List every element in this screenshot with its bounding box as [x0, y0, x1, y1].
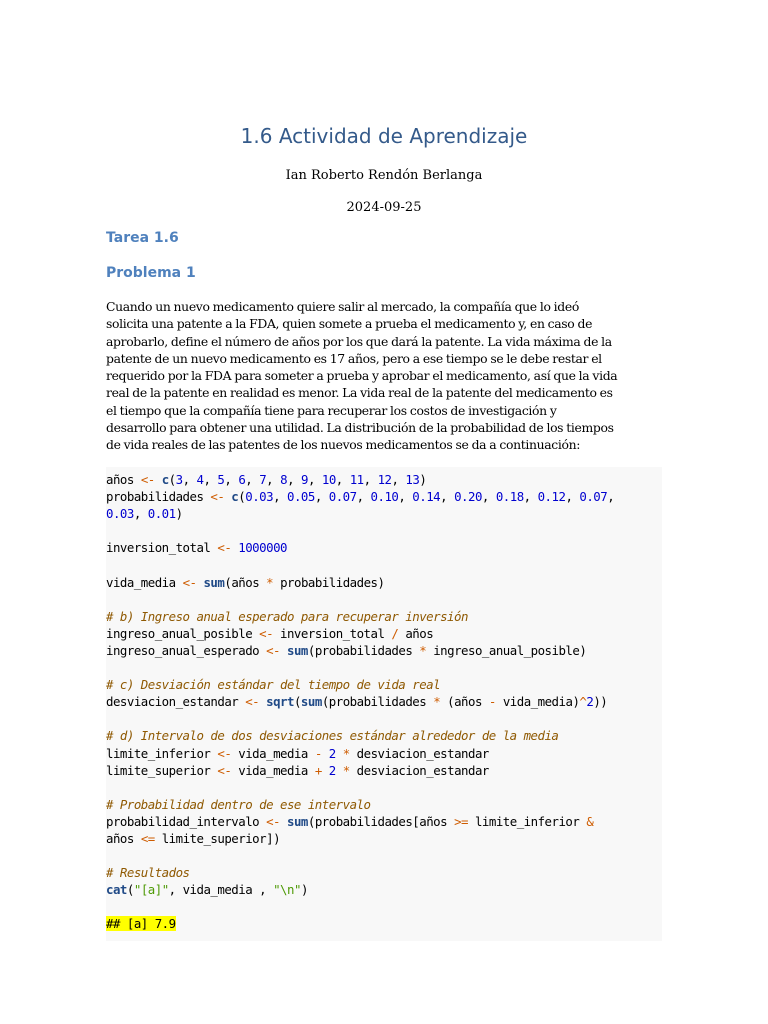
paragraph-line: real de la patente en realidad es menor. La vida real de la patente del medicamento es: [106, 385, 613, 401]
date: 2024-09-25: [346, 200, 422, 215]
code-output: ## [a] 7.9: [106, 916, 176, 932]
paragraph-line: el tiempo que la compañía tiene para recuperar los costos de investigación y: [106, 402, 557, 418]
problem-paragraph: [106, 298, 662, 454]
section-heading: Tarea 1.6: [106, 230, 179, 246]
paragraph-line: patente de un nuevo medicamento es 17 años, pero a ese tiempo se le debe restar el: [106, 350, 602, 366]
paragraph-line: solicita una patente a la FDA, quien somete a prueba el medicamento y, en caso de: [106, 316, 593, 332]
paragraph-line: Cuando un nuevo medicamento quiere salir al mercado, la compañía que lo ideó: [106, 299, 579, 314]
subsection-heading: Problema 1: [106, 265, 196, 281]
paragraph-line: aprobarlo, define el número de años por los que dará la patente. La vida máxima de la: [106, 333, 612, 349]
document-title: 1.6 Actividad de Aprendizaje: [240, 124, 528, 148]
code-text: años <- c(3, 4, 5, 6, 7, 8, 9, 10, 11, 12, 13) probabilidades <- c(0.03, 0.05, 0.07, 0.10, 0.14, 0.20, 0.18, 0.12, 0.07, 0.03, 0.01) inversion_total <- 1000000 vida_media <- sum(años * probabilidades) # b) Ingreso anual esperado para recuperar inversión ingreso_anual_posible <- inversion_total / años ingreso_anual_esperado <- sum(probabilidades * ingreso_anual_posible) # c) Desviación estándar del tiempo de vida real desviacion_estandar <- sqrt(sum(probabilidades * (años - vida_media)^2)) # d) Intervalo de dos desviaciones estándar alrededor de la media limite_inferior <- vida_media - 2 * desviacion_estandar limite_superior <- vida_media + 2 * desviacion_estandar # Probabilidad dentro de ese intervalo probabilidad_intervalo <- sum(probabilidades[años >= limite_inferior & años <= limite_superior]) # Resultados cat("[a]", vida_media , "\n") ## [a] 7.9: [106, 472, 615, 932]
author: Ian Roberto Rendón Berlanga: [285, 168, 483, 183]
code-block: [106, 467, 662, 941]
paragraph-line: desarrollo para obtener una utilidad. La distribución de la probabilidad de los tiempos: [106, 420, 614, 436]
paragraph-line: requerido por la FDA para someter a prueba y aprobar el medicamento, así que la vida: [106, 368, 618, 384]
paragraph-line: de vida reales de las patentes de los nuevos medicamentos se da a continuación:: [106, 437, 581, 453]
